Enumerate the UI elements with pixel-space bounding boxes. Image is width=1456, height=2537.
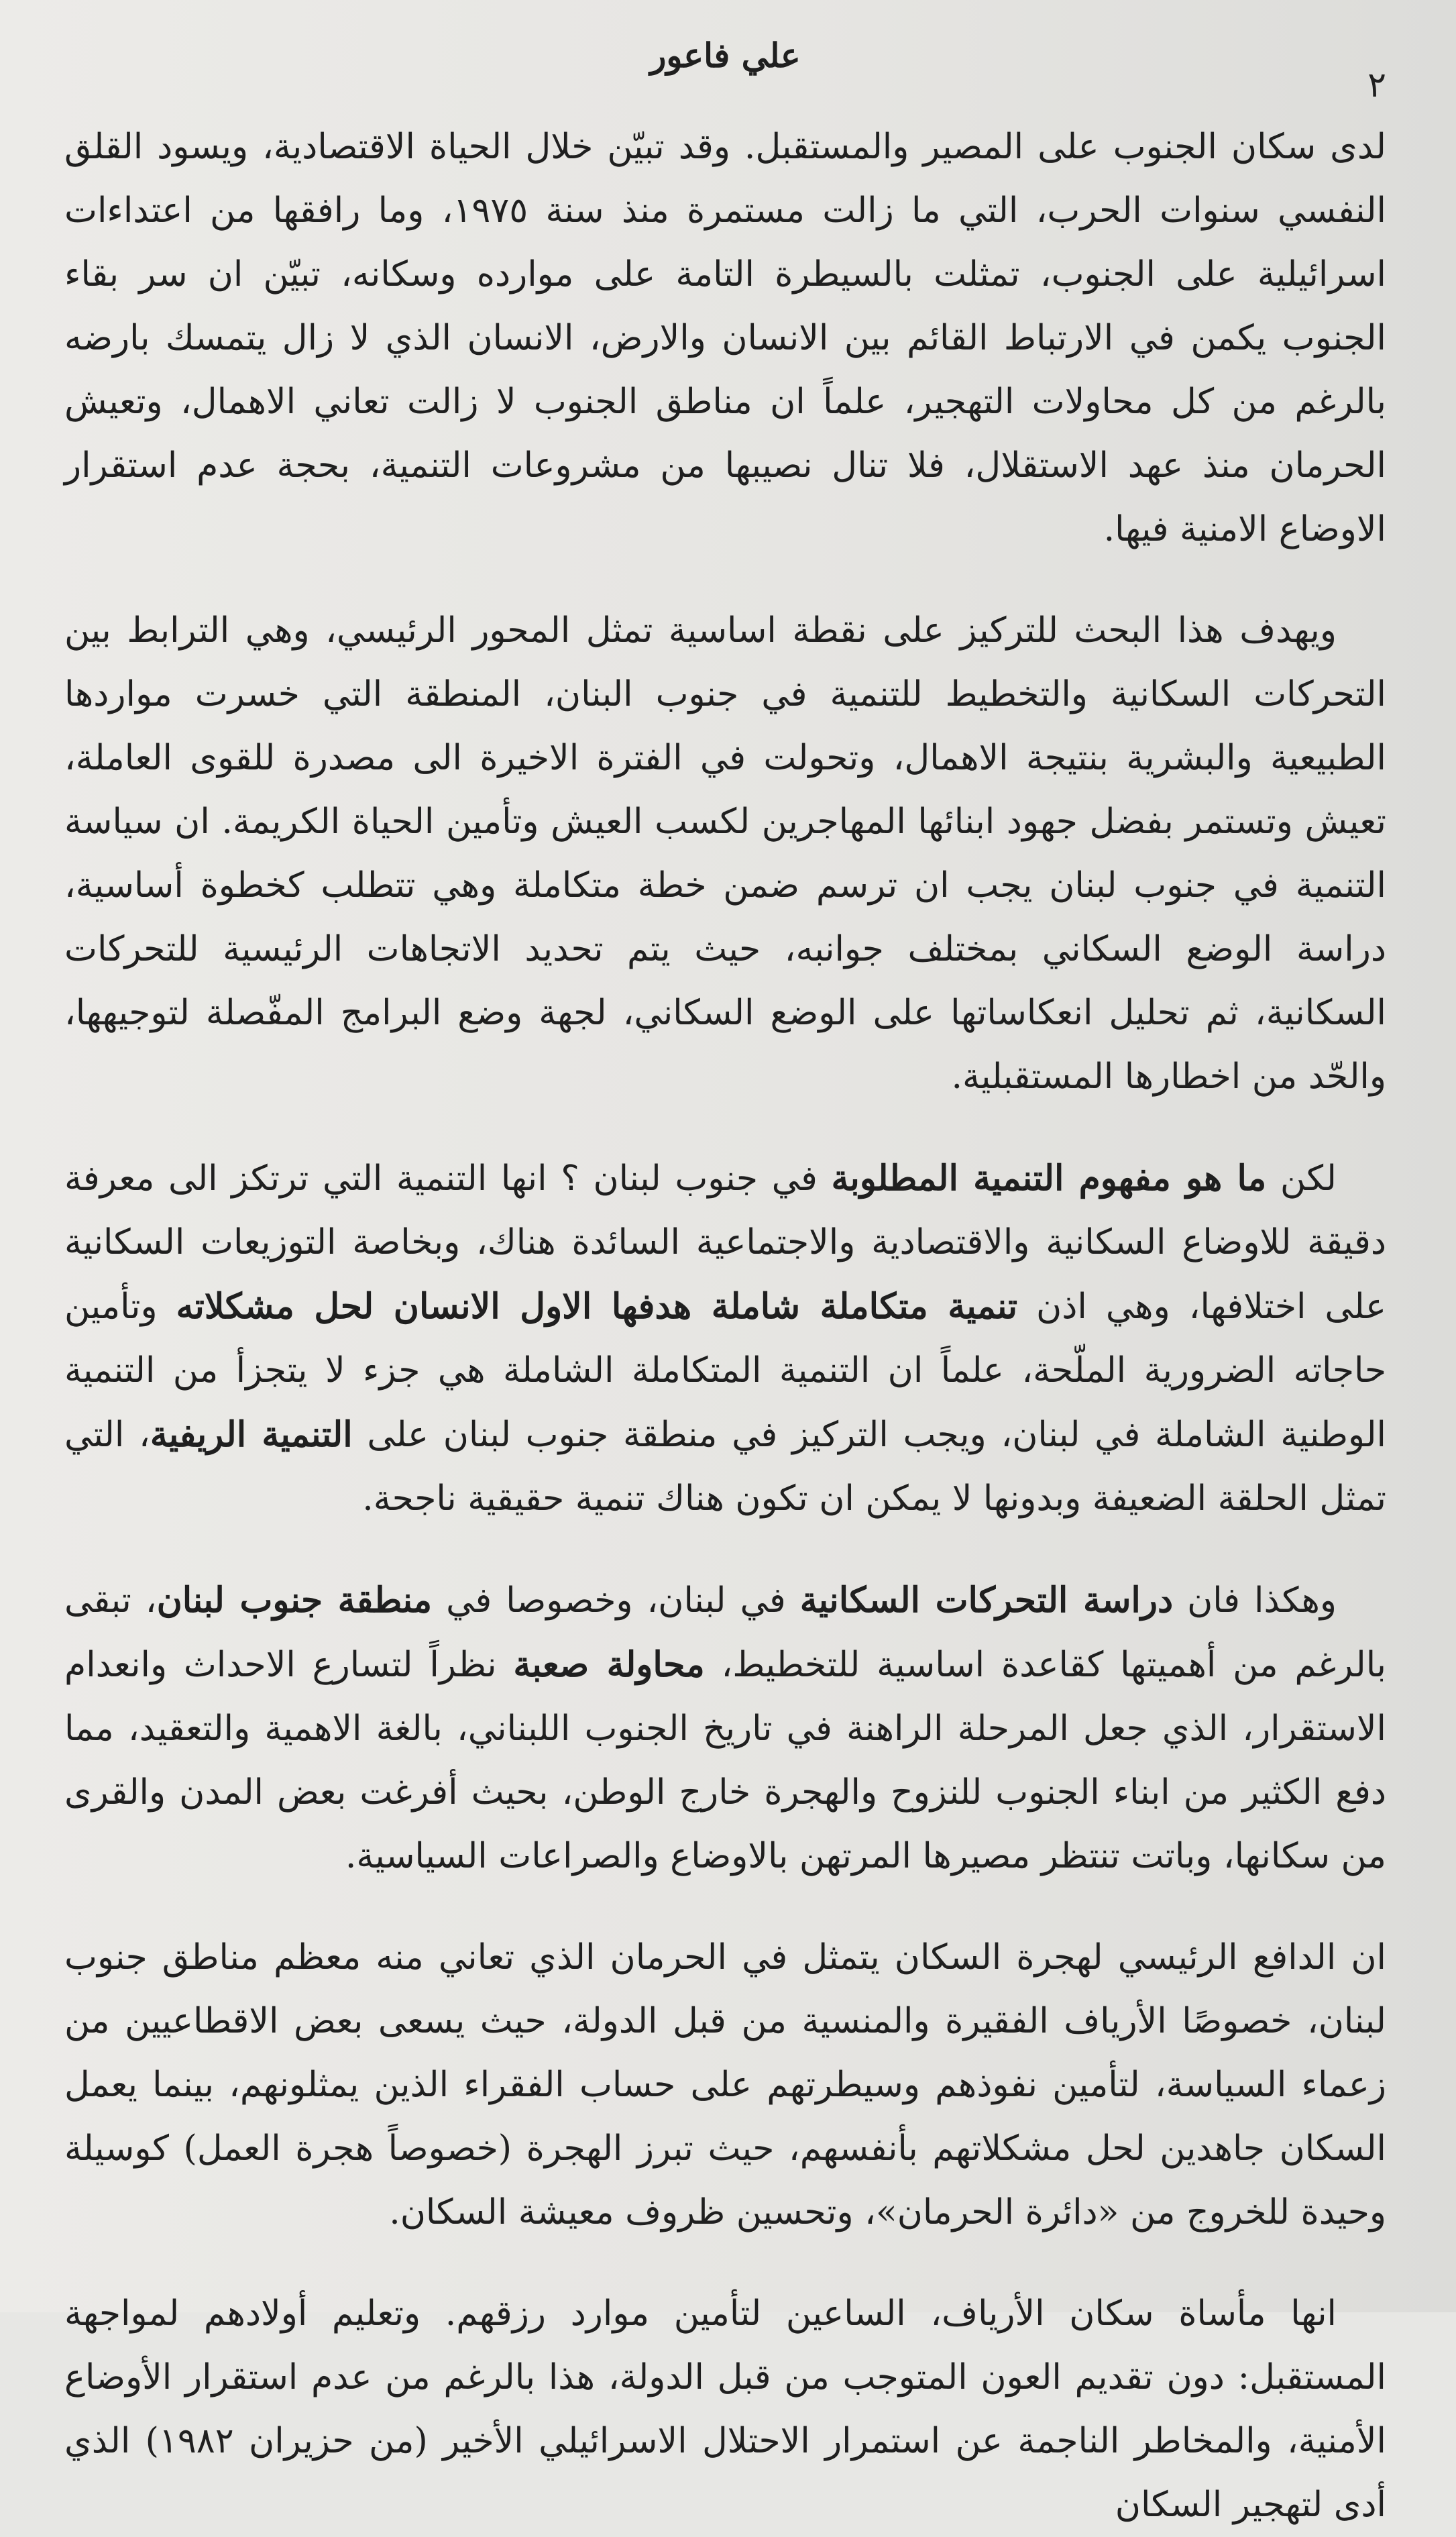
paragraph-4-bold-c: محاولة صعبة <box>513 1644 705 1685</box>
paragraph-1-text: لدى سكان الجنوب على المصير والمستقبل. وقد تبيّن خلال الحياة الاقتصادية، ويسود القلق النفسي سنوات الحرب، التي ما زالت مستمرة منذ سنة ١٩٧٥، وما رافقها من اعتداءات اسرائيلية على الجنوب، تمثلت بالسيطرة التامة على موارده وسكانه، تبيّن ان سر بقاء الجنوب يكمن في الارتباط القائم بين الانسان والارض، الانسان الذي لا زال يتمسك بارضه بالرغم من كل محاولات التهجير، علماً ان مناطق الجنوب لا زالت تعاني الاهمال، وتعيش الحرمان منذ عهد الاستقلال، فلا تنال نصيبها من مشروعات التنمية، بحجة عدم استقرار الاوضاع الامنية فيها. <box>64 127 1386 549</box>
paragraph-4-text-c: ، تبقى بالرغم من أهميتها كقاعدة اساسية للتخطيط، <box>64 1580 1387 1685</box>
paragraph-2-text: ويهدف هذا البحث للتركيز على نقطة اساسية تمثل المحور الرئيسي، وهي الترابط بين التحركات السكانية والتخطيط للتنمية في جنوب البنان، المنطقة التي خسرت مواردها الطبيعية والبشرية بنتيجة الاهمال، وتحولت في الفترة الاخيرة الى مصدرة للقوى العاملة، تعيش وتستمر بفضل جهود ابنائها المهاجرين لكسب العيش وتأمين الحياة الكريمة. ان سياسة التنمية في جنوب لبنان يجب ان ترسم ضمن خطة متكاملة وهي تتطلب كخطوة أساسية، دراسة الوضع السكاني بمختلف جوانبه، حيث يتم تحديد الاتجاهات الرئيسية للتحركات السكانية، ثم تحليل انعكاساتها على الوضع السكاني، لجهة وضع البرامج المفّصلة لتوجيهها، والحّد من اخطارها المستقبلية. <box>64 610 1386 1097</box>
paragraph-4-text-a: وهكذا فان <box>1173 1580 1337 1621</box>
paragraph-3 <box>64 1146 1386 1531</box>
paragraph-3-bold-c: التنمية الريفية <box>150 1414 353 1455</box>
paragraph-3-text-c: وتأمين حاجاته الضرورية الملّحة، علماً ان التنمية المتكاملة الشاملة هي جزء لا يتجزأ من التنمية الوطنية الشاملة في لبنان، ويجب التركيز في منطقة جنوب لبنان على <box>64 1287 1387 1455</box>
paragraph-3-bold-a: ما هو مفهوم التنمية المطلوبة <box>831 1158 1267 1199</box>
paragraph-2 <box>64 599 1386 1109</box>
paragraph-5-text: ان الدافع الرئيسي لهجرة السكان يتمثل في الحرمان الذي تعاني منه معظم مناطق جنوب لبنان، خصوصًا الأرياف الفقيرة والمنسية من قبل الدولة، حيث يسعى بعض الاقطاعيين من زعماء السياسة، لتأمين نفوذهم وسيطرتهم على حساب الفقراء الذين يمثلونهم، بينما يعمل السكان جاهدين لحل مشكلاتهم بأنفسهم، حيث تبرز الهجرة (خصوصاً هجرة العمل) كوسيلة وحيدة للخروج من «دائرة الحرمان»، وتحسين ظروف معيشة السكان. <box>64 1937 1386 2232</box>
paragraph-4-text-d: نظراً لتسارع الاحداث وانعدام الاستقرار، الذي جعل المرحلة الراهنة في تاريخ الجنوب اللبناني، بالغة الاهمية والتعقيد، مما دفع الكثير من ابناء الجنوب للنزوح والهجرة خارج الوطن، بحيث أفرغت بعض المدن والقرى من سكانها، وباتت تنتظر مصيرها المرتهن بالاوضاع والصراعات السياسية. <box>64 1645 1386 1876</box>
paragraph-3-text-b: في جنوب لبنان ؟ انها التنمية التي ترتكز الى معرفة دقيقة للاوضاع السكانية والاقتصادية والاجتماعية السائدة هناك، وبخاصة التوزيعات السكانية على اختلافها، وهي اذن <box>64 1158 1386 1327</box>
paragraph-4-bold-b: منطقة جنوب لبنان <box>156 1580 433 1621</box>
paragraph-3-bold-b: تنمية متكاملة شاملة هدفها الاول الانسان لحل مشكلاته <box>176 1286 1018 1327</box>
paragraph-3-text-a: لكن <box>1266 1158 1337 1199</box>
paragraph-5 <box>64 1926 1386 2245</box>
page-number: ٢ <box>1367 65 1386 105</box>
running-head-author: علي فاعور <box>650 36 801 75</box>
paragraph-1 <box>64 115 1386 561</box>
paragraph-6 <box>64 2282 1386 2537</box>
paragraph-4-text-b: في لبنان، وخصوصا في <box>432 1580 800 1621</box>
paragraph-3-text-d: ، التي تمثل الحلقة الضعيفة وبدونها لا يمكن ان تكون هناك تنمية حقيقية ناجحة. <box>64 1415 1386 1519</box>
paragraph-4 <box>64 1568 1386 1888</box>
body-text <box>64 115 1386 2537</box>
paragraph-6-text: انها مأساة سكان الأرياف، الساعين لتأمين موارد رزقهم. وتعليم أولادهم لمواجهة المستقبل: دون تقديم العون المتوجب من قبل الدولة، هذا بالرغم من عدم استقرار الأوضاع الأمنية، والمخاطر الناجمة عن استمرار الاحتلال الاسرائيلي الأخير (من حزيران ١٩٨٢) الذي أدى لتهجير السكان <box>64 2293 1386 2525</box>
paragraph-4-bold-a: دراسة التحركات السكانية <box>799 1580 1174 1621</box>
